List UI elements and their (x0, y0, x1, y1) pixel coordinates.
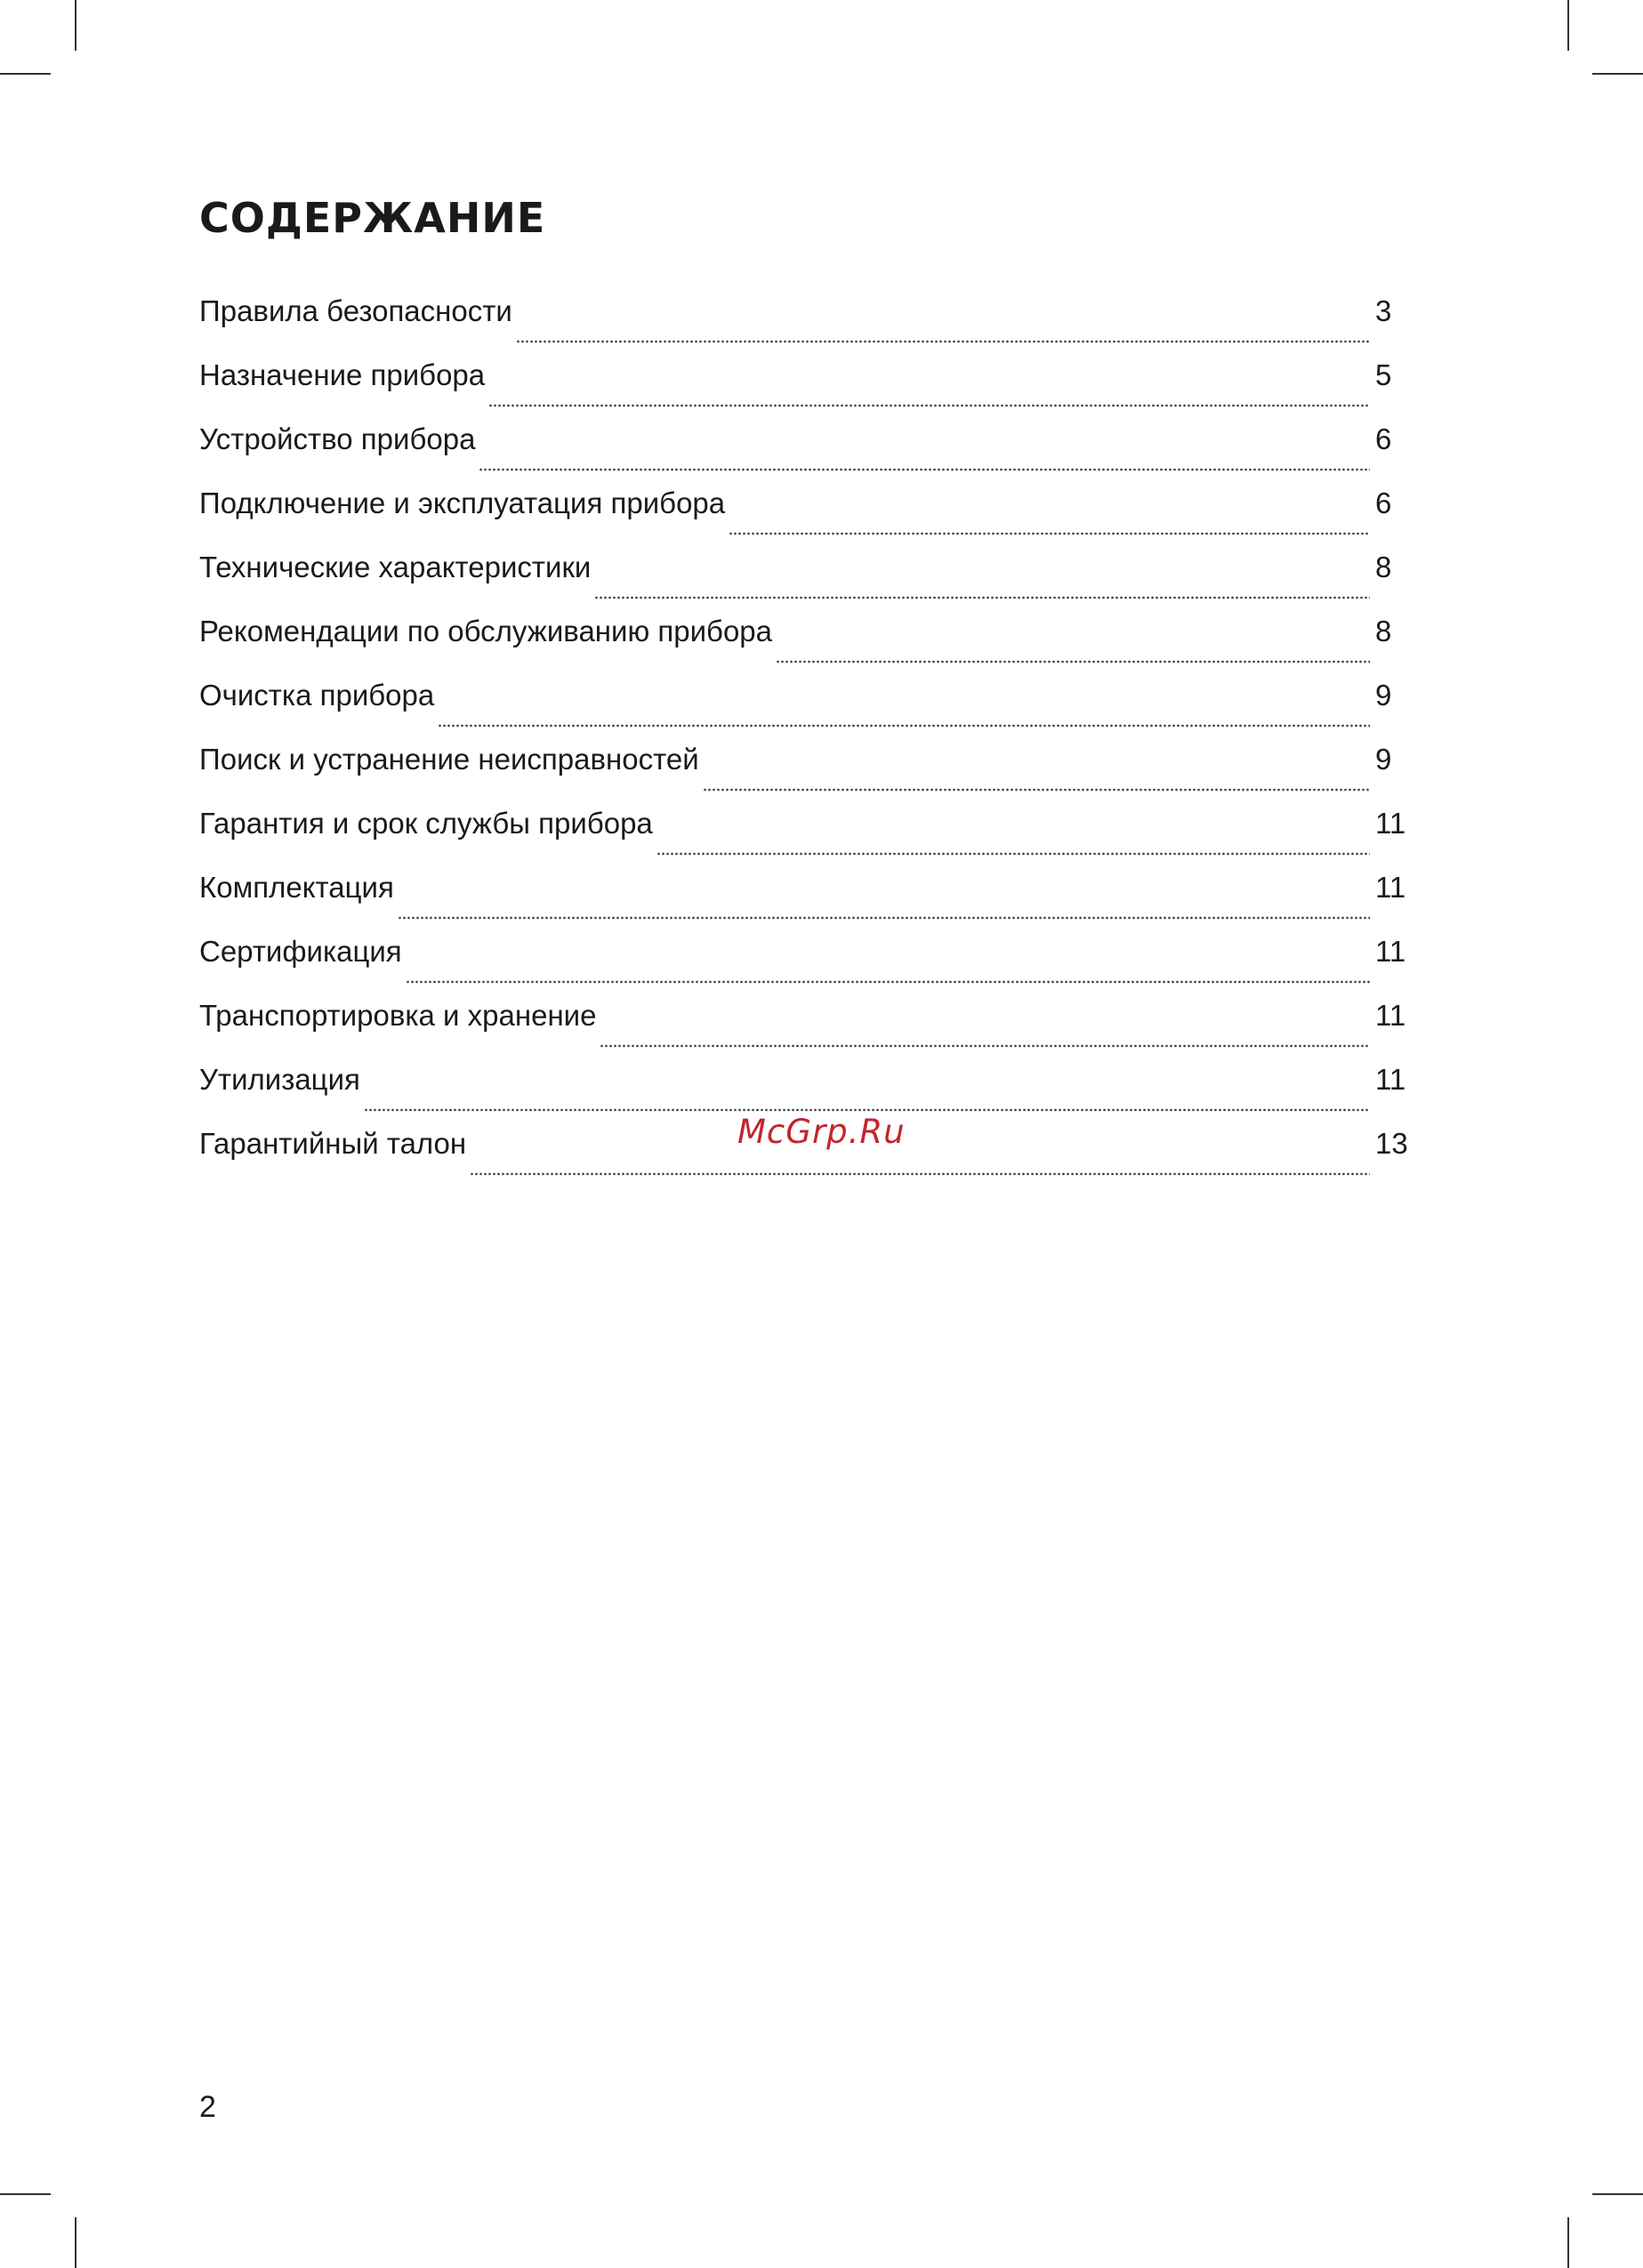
toc-entry[interactable] (199, 292, 1420, 356)
toc-entry-label: Рекомендации по обслуживанию прибора (199, 615, 772, 647)
crop-mark-bottom-left-horizontal (0, 2193, 51, 2195)
toc-entry-label: Назначение прибора (199, 358, 486, 391)
crop-mark-top-right-horizontal (1592, 73, 1643, 75)
toc-leader-dots (776, 660, 1370, 664)
toc-leader-dots (516, 340, 1370, 343)
crop-mark-bottom-right-vertical (1567, 2217, 1569, 2268)
toc-entry[interactable] (199, 420, 1420, 484)
toc-entry-page: 11 (1375, 935, 1406, 968)
toc-leader-dots (656, 852, 1370, 856)
toc-entry[interactable] (199, 484, 1420, 548)
toc-entry-page: 9 (1375, 743, 1392, 776)
toc-entry[interactable] (199, 804, 1420, 868)
toc-leader-dots (364, 1108, 1370, 1112)
toc-entry-label: Подключение и эксплуатация прибора (199, 487, 726, 519)
toc-entry-page: 8 (1375, 615, 1392, 647)
toc-leader-dots (406, 980, 1370, 984)
toc-entry-page: 6 (1375, 487, 1392, 519)
toc-leader-dots (438, 724, 1370, 728)
toc-entry[interactable] (199, 676, 1420, 740)
toc-entry-page: 8 (1375, 551, 1392, 583)
toc-leader-dots (398, 916, 1370, 920)
toc-entry-label: Утилизация (199, 1063, 360, 1096)
crop-mark-top-left-horizontal (0, 73, 51, 75)
watermark-text: McGrp.Ru (737, 1113, 906, 1151)
toc-entry[interactable] (199, 356, 1420, 420)
toc-entry-label: Транспортировка и хранение (199, 999, 597, 1032)
toc-entry[interactable] (199, 868, 1420, 932)
toc-entry-page: 3 (1375, 294, 1392, 327)
toc-entry-label: Технические характеристики (199, 551, 592, 583)
toc-entry-label: Очистка прибора (199, 679, 435, 712)
toc-entry-page: 13 (1375, 1127, 1408, 1160)
toc-entry-label: Сертификация (199, 935, 402, 968)
crop-mark-bottom-left-vertical (75, 2217, 77, 2268)
crop-mark-top-right-vertical (1567, 0, 1569, 51)
toc-entry-page: 11 (1375, 871, 1406, 904)
toc-entry-page: 5 (1375, 358, 1392, 391)
crop-mark-bottom-right-horizontal (1592, 2193, 1643, 2195)
toc-entry-page: 11 (1375, 999, 1406, 1032)
toc-leader-dots (470, 1172, 1370, 1176)
toc-entry[interactable] (199, 548, 1420, 612)
toc-entry-label: Поиск и устранение неисправностей (199, 743, 699, 776)
toc-leader-dots (703, 788, 1370, 792)
toc-entry[interactable] (199, 996, 1420, 1060)
toc-entry-label: Гарантия и срок службы прибора (199, 807, 653, 840)
toc-entry-page: 6 (1375, 422, 1392, 455)
toc-entry-label: Устройство прибора (199, 422, 476, 455)
toc-entry[interactable] (199, 740, 1420, 804)
toc-entry-page: 11 (1375, 1063, 1406, 1096)
toc-leader-dots (479, 468, 1370, 471)
toc-entry-label: Гарантийный талон (199, 1127, 467, 1160)
toc-entry-label: Правила безопасности (199, 294, 512, 327)
toc-entry-label: Комплектация (199, 871, 394, 904)
toc-leader-dots (594, 596, 1370, 599)
toc-leader-dots (600, 1044, 1370, 1048)
table-of-contents (199, 292, 1420, 1188)
page-number: 2 (199, 2090, 216, 2124)
page-title: СОДЕРЖАНИЕ (199, 194, 546, 242)
toc-entry[interactable] (199, 612, 1420, 676)
toc-entry-page: 9 (1375, 679, 1392, 712)
toc-entry-page: 11 (1375, 807, 1406, 840)
toc-leader-dots (488, 404, 1370, 407)
toc-entry[interactable] (199, 932, 1420, 996)
toc-leader-dots (729, 532, 1370, 535)
crop-mark-top-left-vertical (75, 0, 77, 51)
